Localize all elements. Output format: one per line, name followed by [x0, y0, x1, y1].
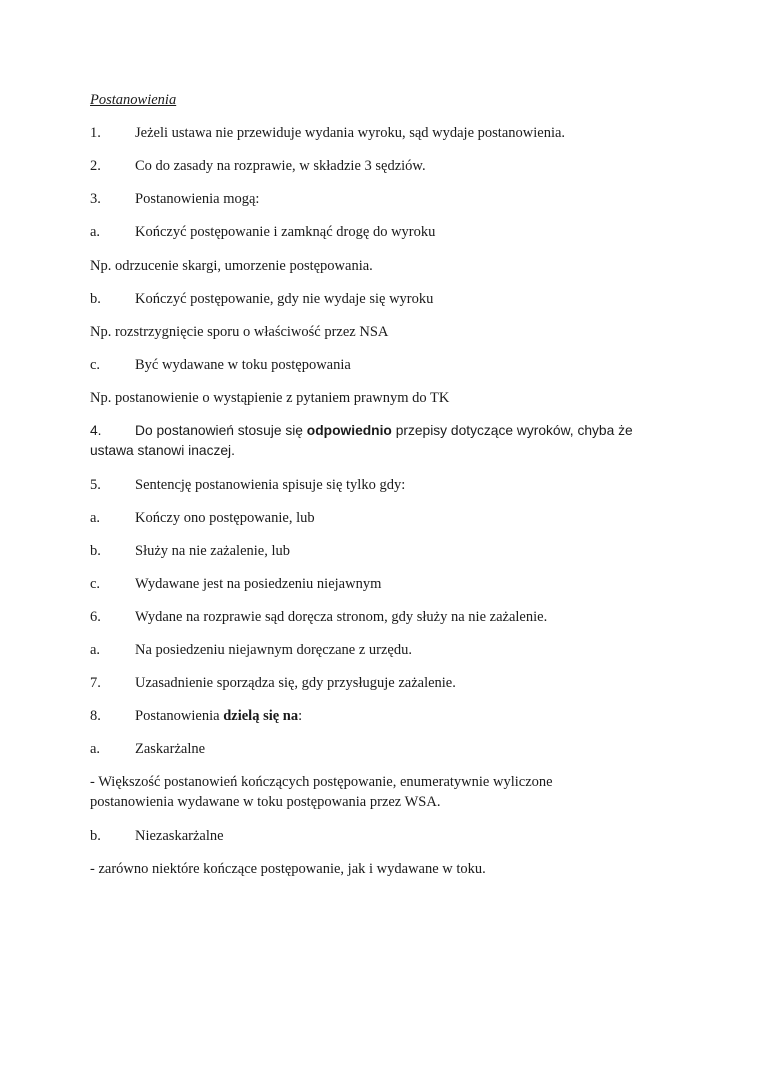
list-item [90, 541, 670, 561]
item-text: przepisy dotyczące wyroków, chyba że [391, 423, 633, 438]
item-text: postanowienia wydawane w toku postępowania przez WSA. [90, 794, 441, 810]
item-text: Być wydawane w toku postępowania [135, 357, 351, 373]
item-marker: c. [90, 357, 101, 373]
list-item [90, 475, 670, 495]
list-item [90, 508, 670, 528]
description-line [90, 792, 670, 812]
item-marker: a. [90, 642, 101, 658]
list-item [90, 355, 670, 375]
list-item [90, 289, 670, 309]
list-item [90, 607, 670, 627]
item-text: Niezaskarżalne [135, 828, 224, 844]
item-text: : [298, 708, 303, 724]
item-marker: b. [90, 291, 101, 307]
list-item [90, 421, 670, 441]
item-text: Wydane na rozprawie sąd doręcza stronom, gdy służy na nie zażalenie. [135, 609, 548, 625]
item-marker: 7. [90, 675, 101, 691]
list-item-continuation [90, 441, 670, 461]
emphasis-text: odpowiednio [306, 423, 392, 438]
list-item [90, 640, 670, 660]
item-marker: 4. [90, 423, 102, 438]
list-item [90, 189, 670, 209]
item-text: Np. odrzucenie skargi, umorzenie postępowania. [90, 258, 373, 274]
item-text: Służy na nie zażalenie, lub [135, 543, 291, 559]
list-item [90, 222, 670, 242]
item-text: Na posiedzeniu niejawnym doręczane z urzędu. [135, 642, 412, 658]
item-marker: 6. [90, 609, 101, 625]
description-line [90, 859, 670, 879]
item-text: Sentencję postanowienia spisuje się tylko gdy: [135, 477, 406, 493]
list-item [90, 574, 670, 594]
item-text: Do postanowień stosuje się [135, 423, 307, 438]
item-text: Wydawane jest na posiedzeniu niejawnym [135, 576, 382, 592]
page-title: Postanowienia [90, 92, 177, 108]
item-marker: 8. [90, 708, 101, 724]
item-marker: a. [90, 741, 101, 757]
example-line [90, 322, 670, 342]
list-item [90, 673, 670, 693]
item-text: Kończyć postępowanie i zamknąć drogę do wyroku [135, 224, 436, 240]
item-text: Zaskarżalne [135, 741, 206, 757]
item-text: Co do zasady na rozprawie, w składzie 3 sędziów. [135, 158, 426, 174]
example-line [90, 256, 670, 276]
item-text: Postanowienia mogą: [135, 191, 260, 207]
item-text: Kończyć postępowanie, gdy nie wydaje się wyroku [135, 291, 434, 307]
list-item [90, 123, 670, 143]
item-marker: 5. [90, 477, 101, 493]
item-marker: b. [90, 543, 101, 559]
item-marker: 1. [90, 125, 101, 141]
item-marker: a. [90, 510, 101, 526]
description-line [90, 772, 670, 792]
item-marker: 3. [90, 191, 101, 207]
item-text: ustawa stanowi inaczej. [90, 443, 235, 458]
example-line [90, 388, 670, 408]
list-item [90, 826, 670, 846]
item-marker: c. [90, 576, 101, 592]
item-marker: a. [90, 224, 101, 240]
item-text: - zarówno niektóre kończące postępowanie, jak i wydawane w toku. [90, 861, 486, 877]
item-text: Uzasadnienie sporządza się, gdy przysługuje zażalenie. [135, 675, 456, 691]
item-marker: 2. [90, 158, 101, 174]
item-text: Jeżeli ustawa nie przewiduje wydania wyroku, sąd wydaje postanowienia. [135, 125, 566, 141]
emphasis-text: dzielą się na [223, 708, 299, 724]
item-marker: b. [90, 828, 101, 844]
list-item [90, 156, 670, 176]
item-text: - Większość postanowień kończących postępowanie, enumeratywnie wyliczone [90, 774, 553, 790]
item-text: Kończy ono postępowanie, lub [135, 510, 315, 526]
item-text: Postanowienia [135, 708, 224, 724]
item-text: Np. rozstrzygnięcie sporu o właściwość przez NSA [90, 324, 389, 340]
item-text: Np. postanowienie o wystąpienie z pytaniem prawnym do TK [90, 390, 450, 406]
list-item [90, 739, 670, 759]
list-item [90, 706, 670, 726]
